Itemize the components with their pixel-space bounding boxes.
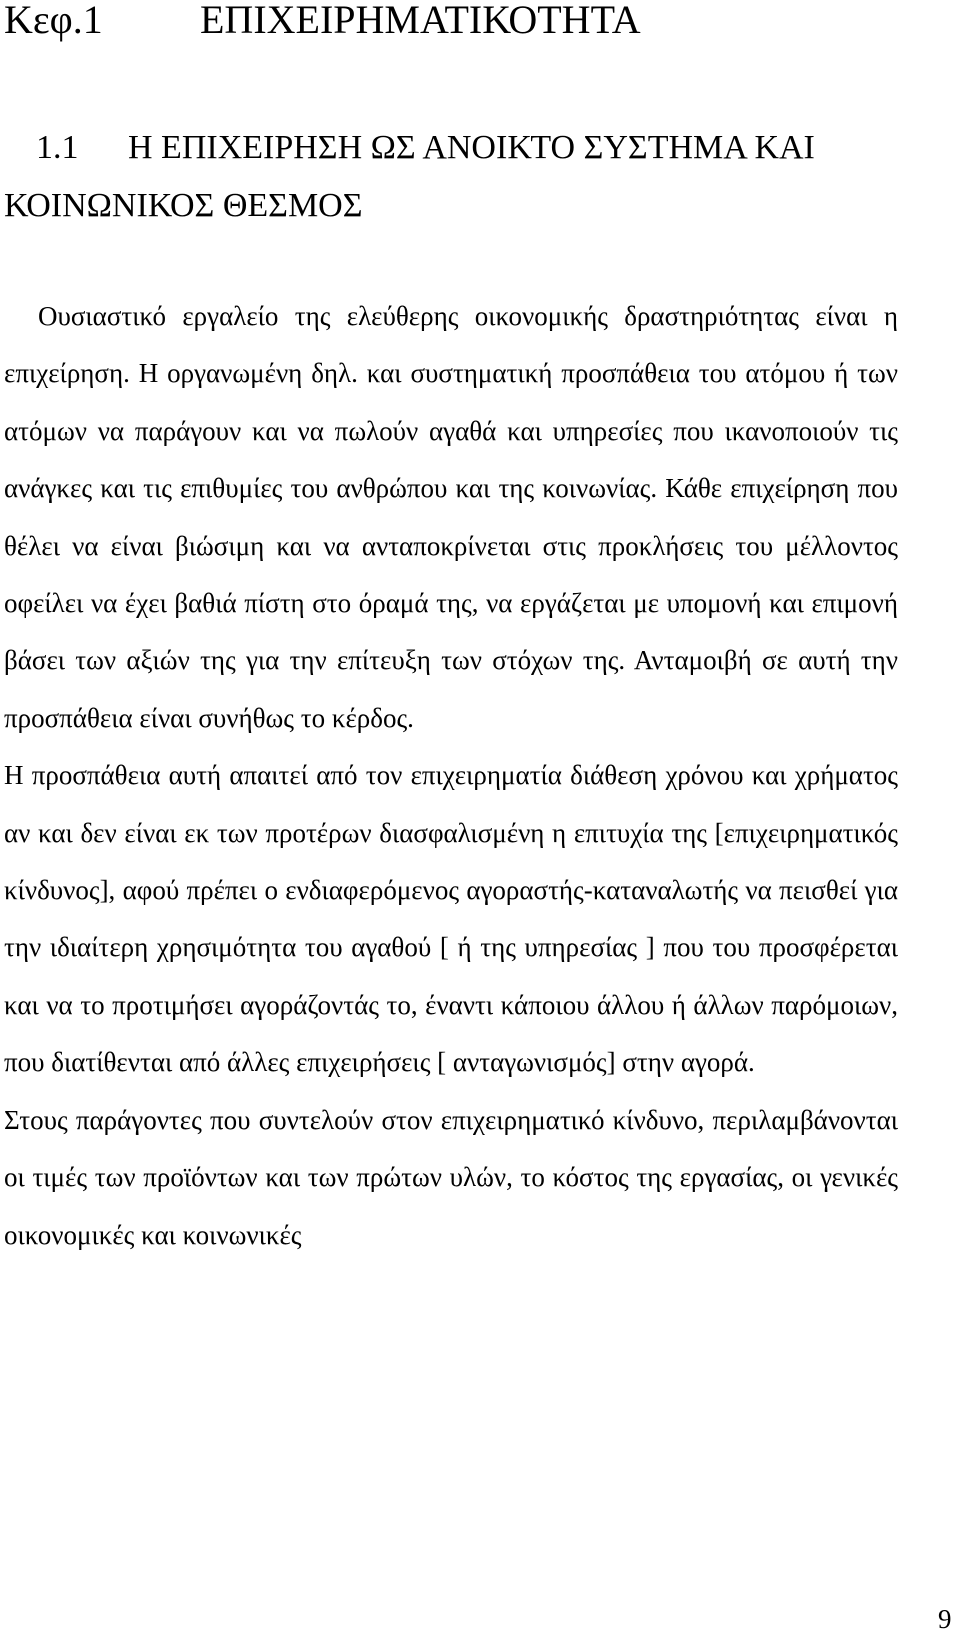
- section-title: Η ΕΠΙΧΕΙΡΗΣΗ ΩΣ ΑΝΟΙΚΤΟ ΣΥΣΤΗΜΑ ΚΑΙ ΚΟΙΝΩΝΙΚΟΣ ΘΕΣΜΟΣ: [4, 129, 815, 224]
- chapter-heading: [4, 0, 641, 40]
- paragraph: Ουσιαστικό εργαλείο της ελεύθερης οικονομικής δραστηριότητας είναι η επιχείρηση. Η οργανωμένη δηλ. και συστηματική προσπάθεια του ατόμου ή των ατόμων να παράγουν και να πωλούν αγαθά και υπηρεσίες που ικανοποιούν τις ανάγκες και τις επιθυμίες του ανθρώπου και της κοινωνίας. Κάθε επιχείρηση που θέλει να είναι βιώσιμη και να ανταποκρίνεται στις προκλήσεις του μέλλοντος οφείλει να έχει βαθιά πίστη στο όραμά της, να εργάζεται με υπομονή και επιμονή βάσει των αξιών της για την επίτευξη των στόχων της. Ανταμοιβή σε αυτή την προσπάθεια είναι συνήθως το κέρδος.: [4, 301, 898, 733]
- section-heading: [4, 119, 904, 235]
- chapter-title: ΕΠΙΧΕΙΡΗΜΑΤΙΚΟΤΗΤΑ: [200, 0, 641, 42]
- paragraph: Η προσπάθεια αυτή απαιτεί από τον επιχειρηματία διάθεση χρόνου και χρήματος αν και δεν είναι εκ των προτέρων διασφαλισμένη η επιτυχία της [επιχειρηματικός κίνδυνος], αφού πρέπει ο ενδιαφερόμενος αγοραστής-καταναλωτής να πεισθεί για την ιδιαίτερη χρησιμότητα του αγαθού [ ή της υπηρεσίας ] που του προσφέρεται και να το προτιμήσει αγοράζοντάς το, έναντι κάποιου άλλου ή άλλων παρόμοιων, που διατίθενται από άλλες επιχειρήσεις [ ανταγωνισμός] στην αγορά.: [4, 760, 898, 1078]
- section-number: 1.1: [36, 129, 79, 166]
- chapter-number: Κεφ.1: [4, 0, 103, 42]
- page-number: 9: [938, 1604, 952, 1634]
- paragraph: Στους παράγοντες που συντελούν στον επιχειρηματικό κίνδυνο, περιλαμβάνονται οι τιμές των προϊόντων και των πρώτων υλών, το κόστος της εργασίας, οι γενικές οικονομικές και κοινωνικές: [4, 1104, 898, 1250]
- body-text: [4, 288, 898, 1264]
